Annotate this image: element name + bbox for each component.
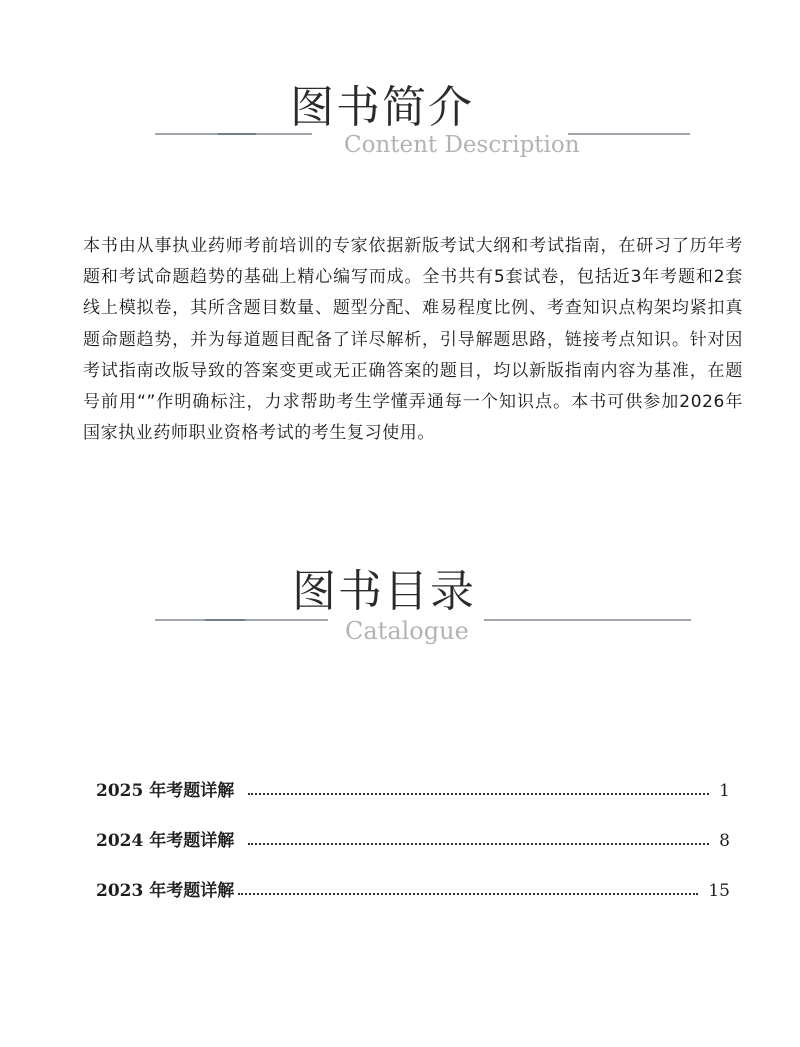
- toc-entry-page: 15: [708, 881, 730, 901]
- toc-entry-2025[interactable]: [96, 773, 730, 801]
- toc-entry-page: 8: [719, 831, 730, 851]
- catalogue-rule-right: [484, 619, 691, 621]
- description-title: 图书简介: [290, 82, 474, 133]
- toc-dot-leader: [248, 793, 709, 795]
- toc-dot-leader: [238, 893, 698, 895]
- toc-entry-2024[interactable]: [96, 823, 730, 851]
- toc-entry-2023[interactable]: [96, 873, 730, 901]
- description-subtitle: Content Description: [344, 132, 580, 158]
- toc-entry-label: 2024 年考题详解: [96, 831, 235, 851]
- catalogue-rule-left-accent: [205, 619, 245, 621]
- description-body: 本书由从事执业药师考前培训的专家依据新版考试大纲和考试指南，在研习了历年考题和考试命题趋势的基础上精心编写而成。全书共有5套试卷，包括近3年考题和2套线上模拟卷，其所含题目数量、题型分配、难易程度比例、考查知识点构架均紧扣真题命题趋势，并为每道题目配备了详尽解析，引导解题思路，链接考点知识。针对因考试指南改版导致的答案变更或无正确答案的题目，均以新版指南内容为基准，在题号前用“”作明确标注，力求帮助考生学懂弄通每一个知识点。本书可供参加2026年国家执业药师职业资格考试的考生复习使用。: [83, 236, 743, 444]
- toc-entry-label: 2025 年考题详解: [96, 781, 235, 801]
- header-rule-left-accent: [218, 133, 256, 135]
- header-rule-right: [568, 133, 690, 135]
- catalogue-subtitle: Catalogue: [345, 617, 469, 645]
- catalogue-title: 图书目录: [292, 566, 476, 617]
- toc-dot-leader: [248, 843, 709, 845]
- toc-entry-label: 2023 年考题详解: [96, 881, 235, 901]
- toc-entry-page: 1: [719, 781, 730, 801]
